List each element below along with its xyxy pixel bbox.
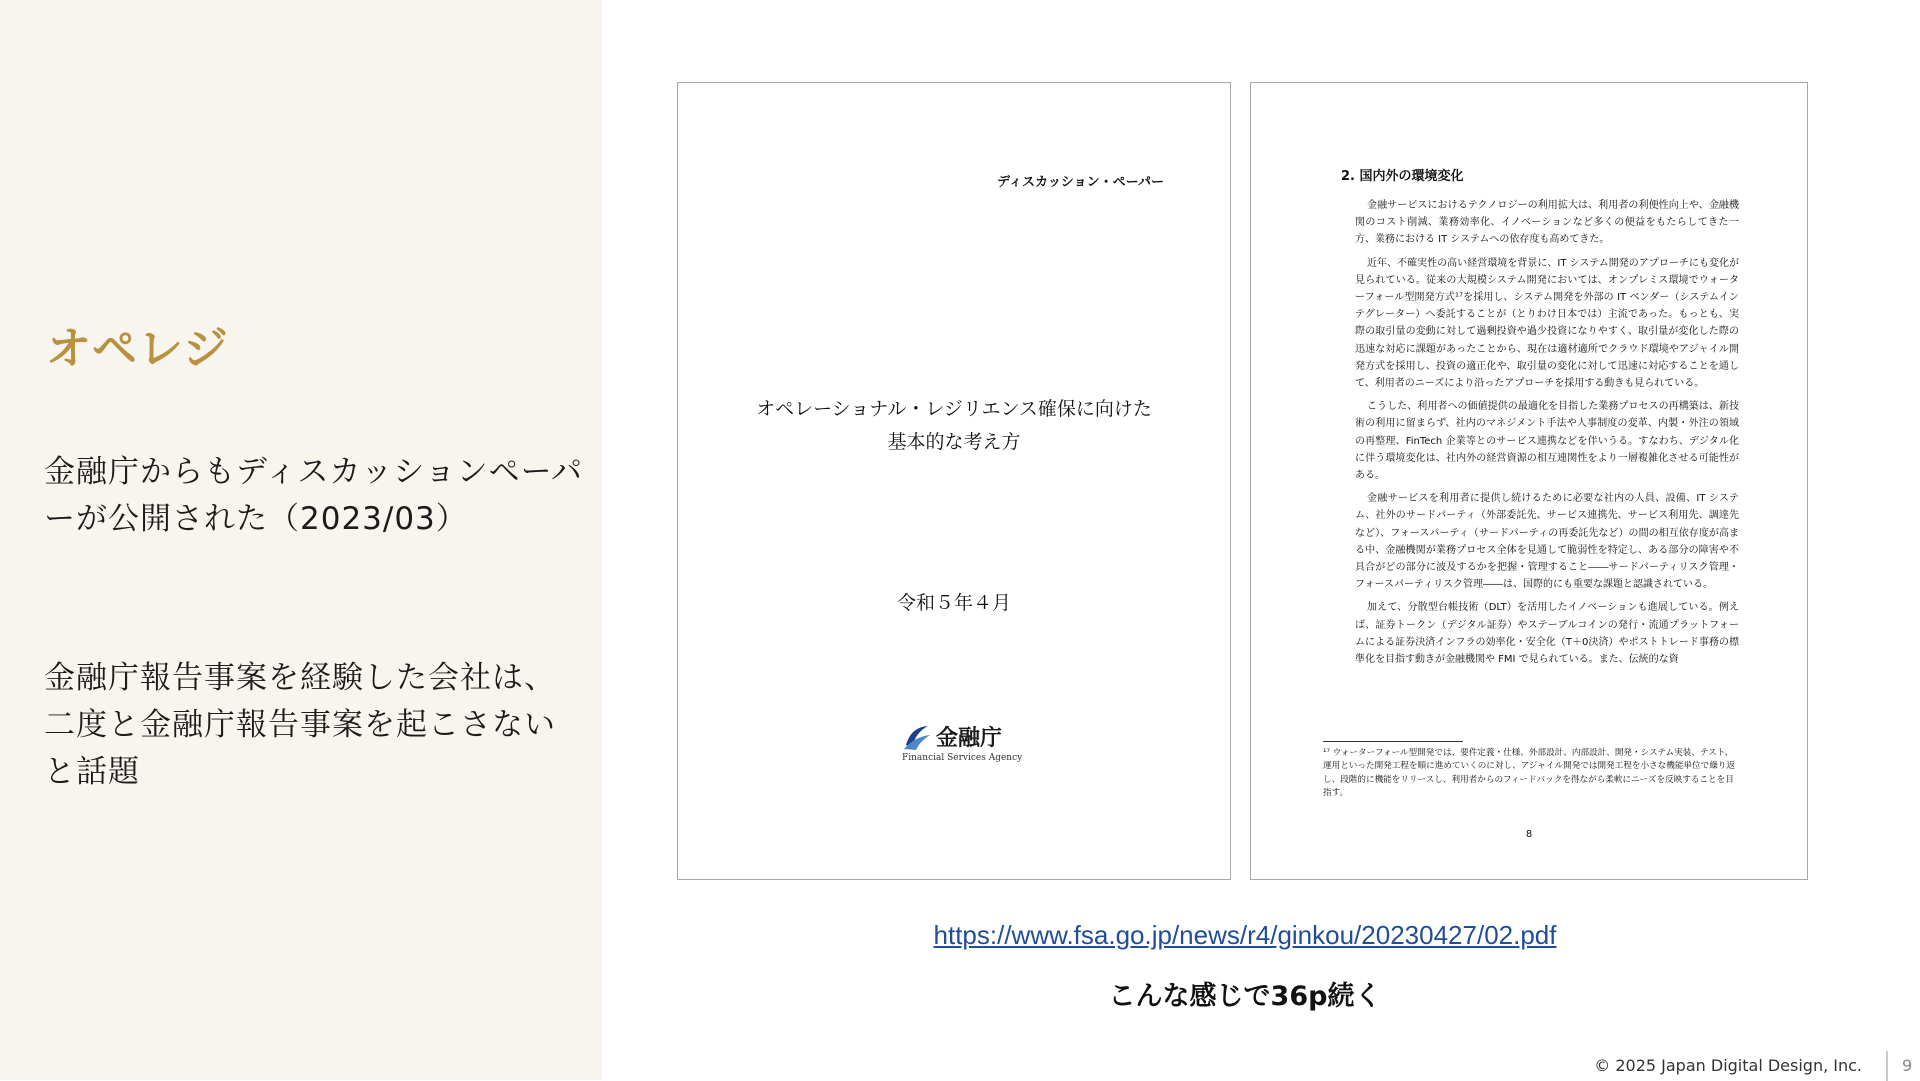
- slide-number: 9: [1902, 1056, 1913, 1075]
- body-paragraph: 近年、不確実性の高い経営環境を背景に、IT システム開発のアプローチにも変化が見られている。従来の大規模システム開発においては、オンプレミス環境でウォーターフォール型開発方式¹⁷を採用し、システム開発を外部の IT ベンダー（システムインテグレーター）へ委託することが（とりわけ日本では）主流であった。もっとも、実際の取引量の変動に対して過剰投資や過少投資になりやすく、取引量が変化した際の迅速な対応に課題があったことから、現在は適材適所でクラウド環境やアジャイル開発方式を採用し、投資の適正化や、取引量の変化に対して迅速に対応することを通して、利用者のニーズにより沿ったアプローチを採用する動きも見られている。: [1355, 257, 1739, 390]
- caption: こんな感じで36p続く: [1108, 981, 1382, 1012]
- body-paragraph: 金融サービスを利用者に提供し続けるために必要な社内の人員、設備、IT システム、社外のサードパーティ（外部委託先、サービス連携先、サービス利用先、調達先など）、フォースパーティ（サードパーティの再委託先など）の間の相互依存度が高まる中、金融機関が業務プロセス全体を見通して脆弱性を特定し、ある部分の障害や不具合がどの部分に波及するかを把握・管理すること――サードパーティリスク管理・フォースパーティリスク管理――は、国際的にも重要な課題と認識されている。: [1355, 493, 1739, 591]
- bullet-text-2: 金融庁報告事案を経験した会社は、二度と金融庁報告事案を起こさないと話題: [44, 660, 556, 790]
- page-number: 8: [1525, 829, 1533, 840]
- document-inner-page: [1250, 82, 1808, 880]
- cover-title-line-1: オペレーショナル・レジリエンス確保に向けた: [756, 398, 1152, 420]
- cover-date: 令和５年４月: [896, 592, 1011, 614]
- fsa-logo: [902, 721, 1022, 767]
- source-url-link[interactable]: https://www.fsa.go.jp/news/r4/ginkou/20230427/02.pdf: [933, 920, 1557, 950]
- inner-page-body: [1355, 197, 1739, 674]
- fsa-logo-mark-icon: [902, 723, 932, 751]
- footer-divider: [1886, 1051, 1888, 1081]
- document-cover-page: [677, 82, 1231, 880]
- footnote-divider: [1323, 741, 1463, 742]
- body-paragraph: 加えて、分散型台帳技術（DLT）を活用したイノベーションも進展している。例えば、証券トークン（デジタル証券）やステーブルコインの発行・流通プラットフォームによる証券決済インフラの効率化・安全化（T＋0決済）やポストトレード事務の標準化を目指す動きが金融機関や FMI で見られている。また、伝統的な資: [1355, 602, 1739, 666]
- slide-title: オペレジ: [46, 322, 229, 375]
- copyright: © 2025 Japan Digital Design, Inc.: [1594, 1056, 1862, 1075]
- fsa-logo-name: 金融庁: [936, 726, 1003, 751]
- cover-title: [678, 393, 1230, 459]
- bullet-text-1: 金融庁からもディスカッションペーパーが公開された（2023/03）: [44, 454, 584, 537]
- inner-page-heading: 2. 国内外の環境変化: [1341, 169, 1464, 184]
- footnote: ¹⁷ ウォーターフォール型開発では、要件定義・仕様、外部設計、内部設計、開発・システム実装、テスト、運用といった開発工程を順に進めていくのに対し、アジャイル開発では開発工程を小さな機能単位で繰り返し、段階的に機能をリリースし、利用者からのフィードバックを得ながら柔軟にニーズを反映することを目指す。: [1323, 748, 1735, 799]
- fsa-logo-subtitle: Financial Services Agency: [902, 753, 1023, 763]
- left-panel: [0, 0, 602, 1080]
- body-paragraph: こうした、利用者への価値提供の最適化を目指した業務プロセスの再構築は、新技術の利用に留まらず、社内のマネジメント手法や人事制度の変革、内製・外注の領域の再整理、FinTech 企業等とのサービス連携などを伴いうる。すなわち、デジタル化に伴う環境変化は、社内外の経営資源の相互連関性をより一層複雑化させる可能性がある。: [1355, 401, 1739, 482]
- body-paragraph: 金融サービスにおけるテクノロジーの利用拡大は、利用者の利便性向上や、金融機関のコスト削減、業務効率化、イノベーションなど多くの便益をもたらしてきた一方、業務における IT システムへの依存度も高めてきた。: [1355, 200, 1739, 246]
- cover-label: ディスカッション・ペーパー: [997, 175, 1164, 190]
- cover-title-line-2: 基本的な考え方: [887, 431, 1021, 453]
